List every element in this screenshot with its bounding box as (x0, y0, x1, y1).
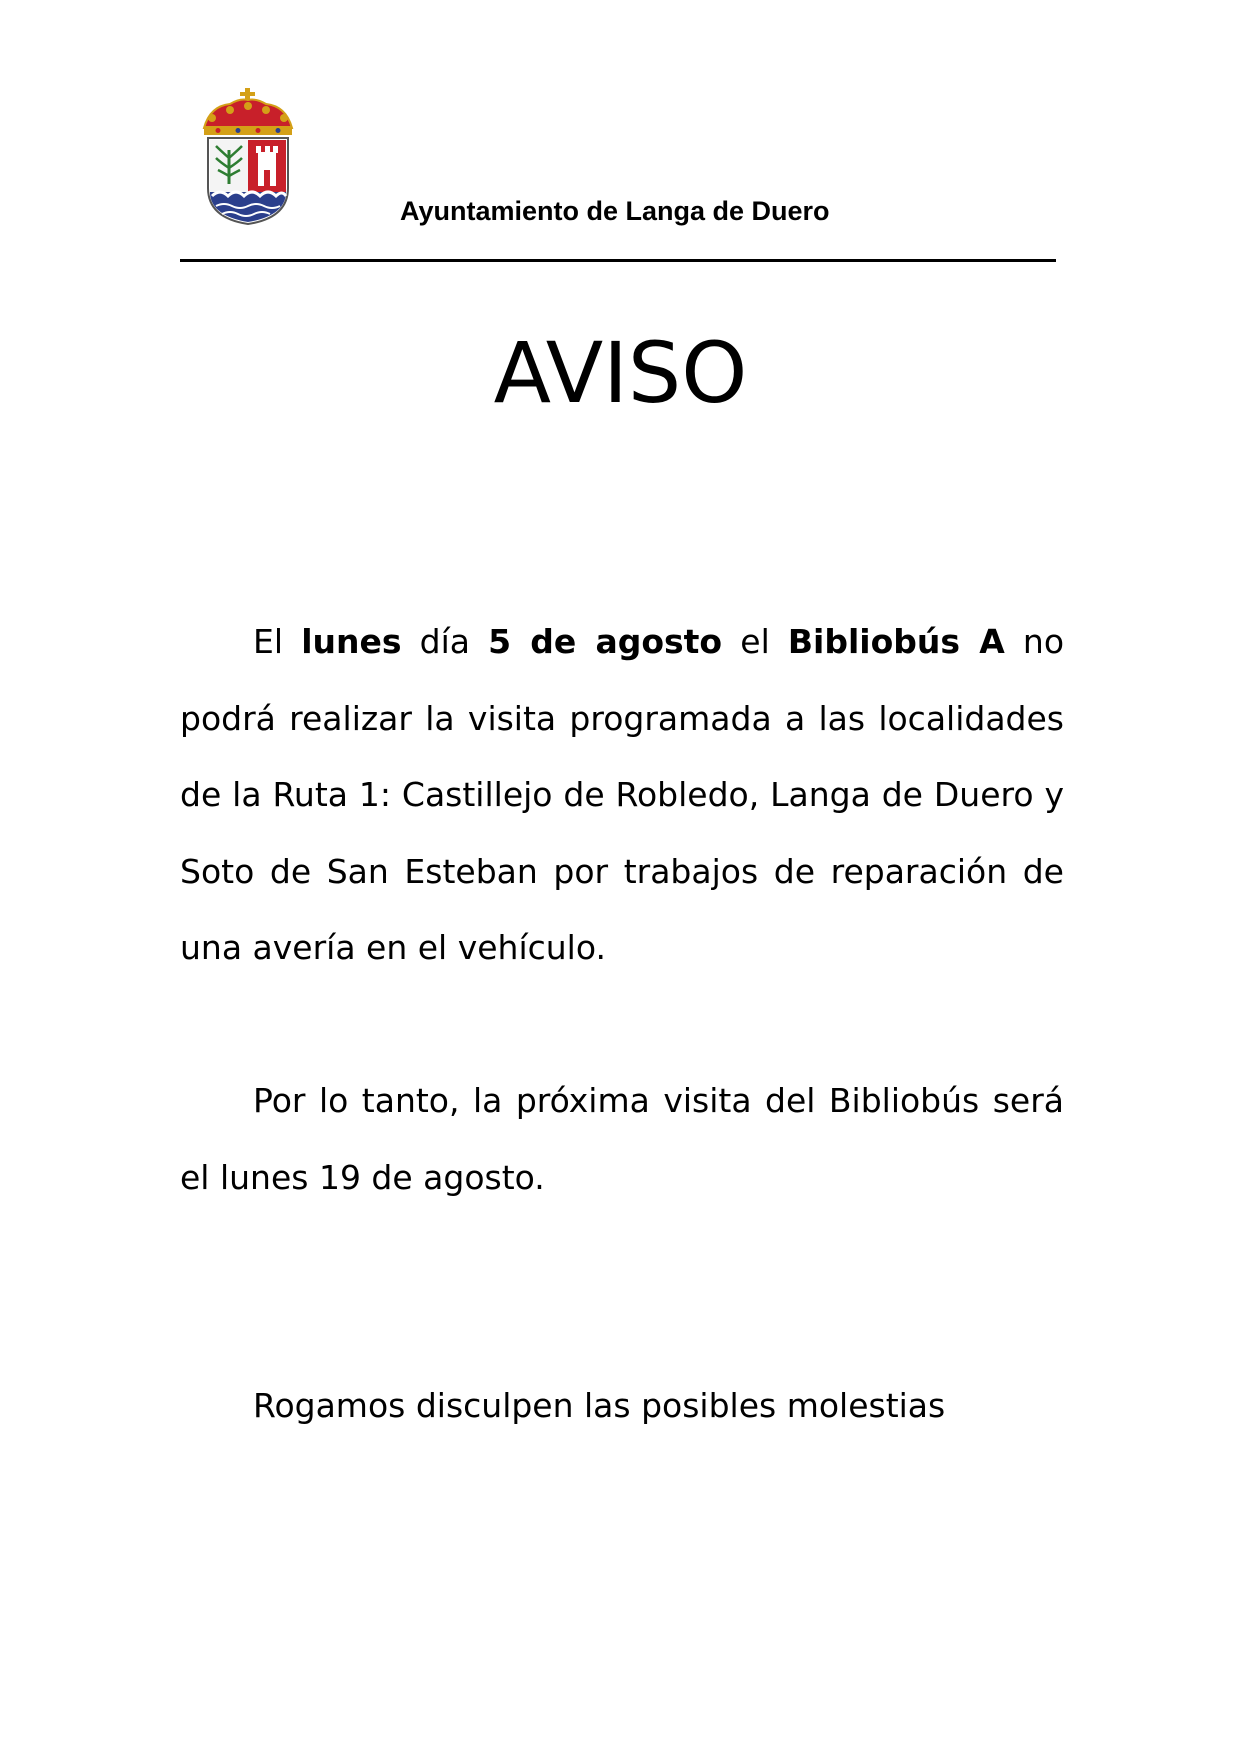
bold-bus: Bibliobús A (787, 622, 1005, 661)
text-segment: el (722, 622, 788, 661)
text-segment: El (253, 622, 302, 661)
notice-paragraph-1 (180, 604, 1064, 987)
organization-name: Ayuntamiento de Langa de Duero (400, 196, 830, 226)
bold-date: 5 de agosto (488, 622, 723, 661)
paragraph-2-text: Por lo tanto, la próxima visita del Bibliobús será el lunes 19 de agosto. (180, 1081, 1064, 1197)
bold-day: lunes (301, 622, 402, 661)
text-segment: no podrá realizar la visita programada a las localidades de la Ruta 1: Castillejo de Robledo, Langa de Duero y Soto de San Esteban por trabajos de reparación de una avería en el vehículo. (180, 622, 1065, 967)
header-divider (180, 259, 1056, 262)
notice-paragraph-2 (180, 1063, 1064, 1216)
coat-of-arms-icon (182, 88, 314, 226)
notice-paragraph-3 (180, 1368, 1064, 1445)
paragraph-3-text: Rogamos disculpen las posibles molestias (253, 1386, 946, 1425)
text-segment: día (401, 622, 489, 661)
notice-title: AVISO (493, 324, 748, 422)
